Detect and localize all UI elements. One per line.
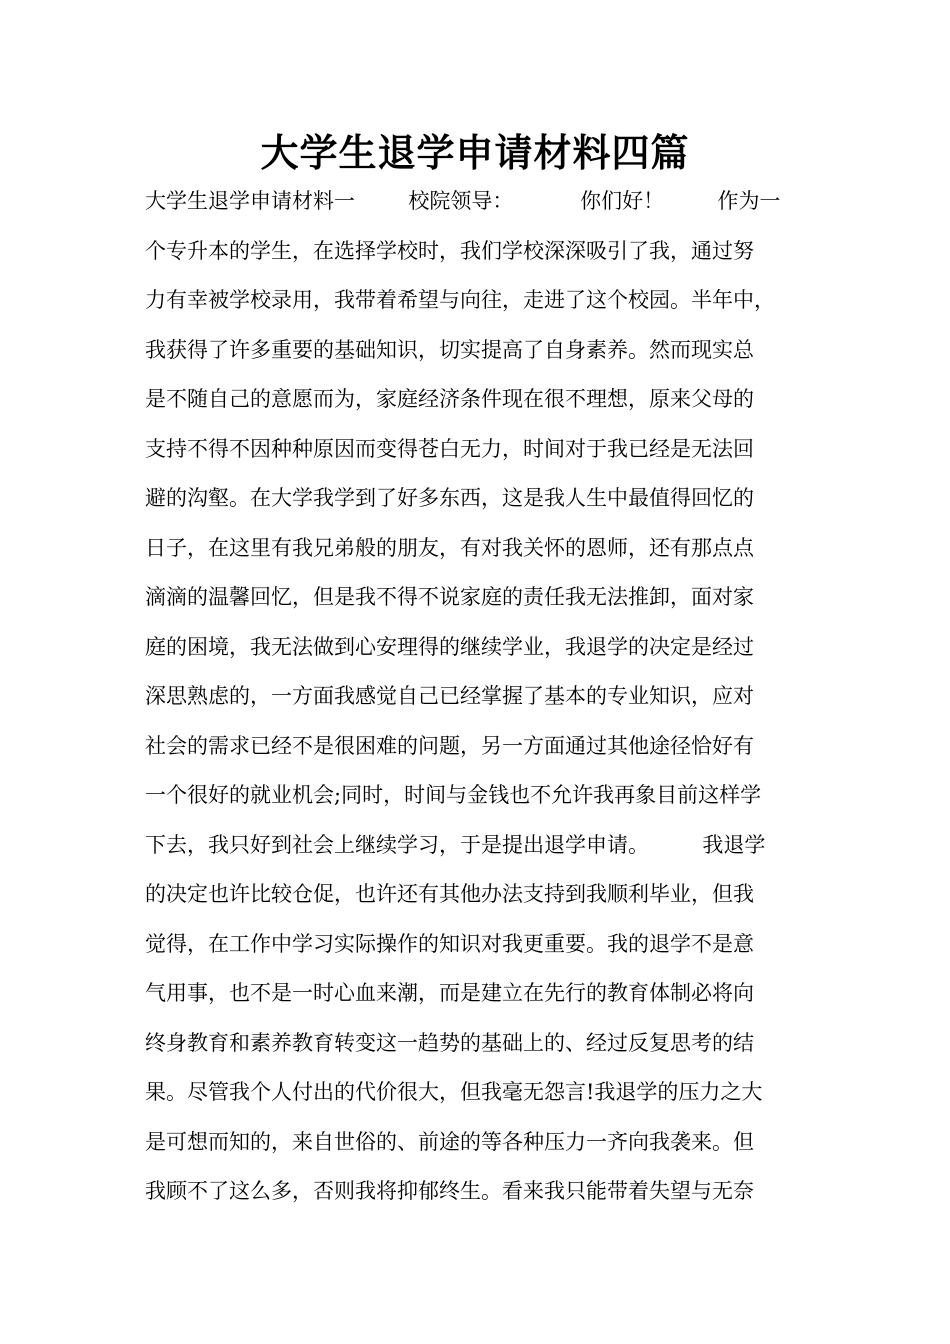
body-line: 果。尽管我个人付出的代价很大，但我毫无怨言!我退学的压力之大 <box>145 1080 763 1104</box>
body-line: 日子，在这里有我兄弟般的朋友，有对我关怀的恩师，还有那点点 <box>145 535 754 560</box>
body-line: 觉得，在工作中学习实际操作的知识对我更重要。我的退学不是意 <box>145 931 754 956</box>
body-line: 深思熟虑的，一方面我感觉自己已经掌握了基本的专业知识，应对 <box>145 684 754 708</box>
body-line: 避的沟壑。在大学我学到了好多东西，这是我人生中最值得回忆的 <box>145 486 754 510</box>
body-line: 滴滴的温馨回忆，但是我不得不说家庭的责任我无法推卸，面对家 <box>145 585 754 609</box>
body-line: 庭的困境，我无法做到心安理得的继续学业，我退学的决定是经过 <box>145 634 754 659</box>
document-title: 大学生退学申请材料四篇 <box>260 131 690 175</box>
body-line: 我获得了许多重要的基础知识，切实提高了自身素养。然而现实总 <box>145 337 754 362</box>
body-line: 是可想而知的，来自世俗的、前途的等各种压力一齐向我袭来。但 <box>145 1129 754 1154</box>
body-line: 我顾不了这么多，否则我将抑郁终生。看来我只能带着失望与无奈 <box>145 1179 754 1203</box>
body-line: 一个很好的就业机会;同时，时间与金钱也不允许我再象目前这样学 <box>145 783 762 807</box>
document-body <box>145 180 825 1220</box>
body-line: 下去，我只好到社会上继续学习，于是提出退学申请。 我退学 <box>145 832 766 857</box>
body-line: 终身教育和素养教育转变这一趋势的基础上的、经过反复思考的结 <box>145 1030 754 1055</box>
body-line: 是不随自己的意愿而为，家庭经济条件现在很不理想，原来父母的 <box>145 387 754 411</box>
body-line: 社会的需求已经不是很困难的问题，另一方面通过其他途径恰好有 <box>145 733 754 758</box>
body-line: 的决定也许比较仓促，也许还有其他办法支持到我顺利毕业，但我 <box>145 882 754 906</box>
body-line: 支持不得不因种种原因而变得苍白无力，时间对于我已经是无法回 <box>145 436 754 461</box>
body-line: 气用事，也不是一时心血来潮，而是建立在先行的教育体制必将向 <box>145 981 754 1005</box>
body-line: 力有幸被学校录用，我带着希望与向往，走进了这个校园。半年中， <box>145 288 775 312</box>
body-line: 大学生退学申请材料一 校院领导： 你们好！ 作为一 <box>145 189 781 213</box>
body-line: 个专升本的学生，在选择学校时，我们学校深深吸引了我，通过努 <box>145 238 754 263</box>
